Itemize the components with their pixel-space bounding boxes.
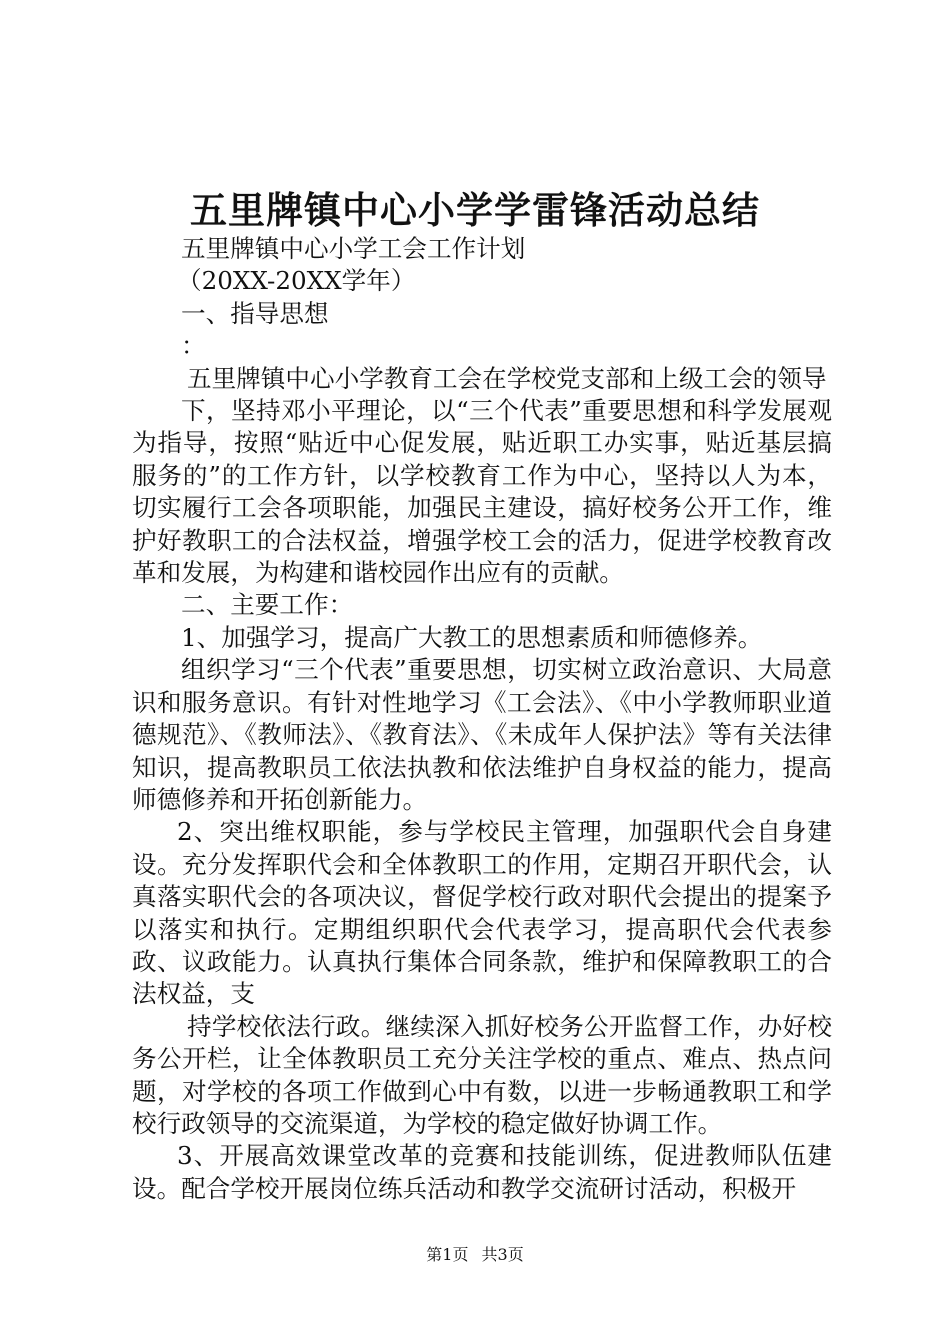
paragraph: 持学校依法行政。继续深入抓好校务公开监督工作，办好校务公开栏，让全体教职员工充分关注学校的重点、难点、热点问题，对学校的各项工作做到心中有数，以进一步畅通教职工和学校行政领导的交流渠道，为学校的稳定做好协调工作。	[132, 1011, 832, 1138]
paragraph: 组织学习“三个代表”重要思想，切实树立政治意识、大局意识和服务意识。有针对性地学习《工会法》、《中小学教师职业道德规范》、《教师法》、《教育法》、《未成年人保护法》等有关法律知识，提高教职员工依法执教和依法维护自身权益的能力，提高师德修养和开拓创新能力。	[132, 655, 832, 814]
paragraph: 下，坚持邓小平理论，以“三个代表”重要思想和科学发展观为指导，按照“贴近中心促发展，贴近职工办实事，贴近基层搞服务的”的工作方针，以学校教育工作为中心，坚持以人为本，切实履行工会各项职能，加强民主建设，搞好校务公开工作，维护好教职工的合法权益，增强学校工会的活力，促进学校教育改革和发展，为构建和谐校园作出应有的贡献。	[132, 396, 832, 588]
paragraph: 3、开展高效课堂改革的竞赛和技能训练，促进教师队伍建设。配合学校开展岗位练兵活动和教学交流研讨活动，积极开	[132, 1141, 832, 1203]
page-number: 第1页	[426, 1245, 469, 1264]
section-heading: 二、主要工作：	[181, 590, 354, 620]
paragraph: 五里牌镇中心小学工会工作计划	[181, 234, 526, 263]
document-title: 五里牌镇中心小学学雷锋活动总结	[190, 188, 760, 232]
page-footer	[0, 1244, 950, 1266]
document-body	[132, 233, 832, 1205]
paragraph: 2、突出维权职能，参与学校民主管理，加强职代会自身建设。充分发挥职代会和全体教职工的作用，定期召开职代会，认真落实职代会的各项决议，督促学校行政对职代会提出的提案予以落实和执行。定期组织职代会代表学习，提高职代会代表参政、议政能力。认真执行集体合同条款，维护和保障教职工的合法权益，支	[132, 817, 832, 1009]
section-heading: 一、指导思想	[181, 298, 329, 328]
page-total: 共3页	[481, 1245, 524, 1264]
paragraph: 五里牌镇中心小学教育工会在学校党支部和上级工会的领导	[187, 363, 827, 393]
paragraph: ：	[181, 331, 206, 361]
paragraph: （20XX-20XX学年）	[177, 266, 416, 296]
paragraph: 1、加强学习，提高广大教工的思想素质和师德修养。	[181, 622, 763, 652]
